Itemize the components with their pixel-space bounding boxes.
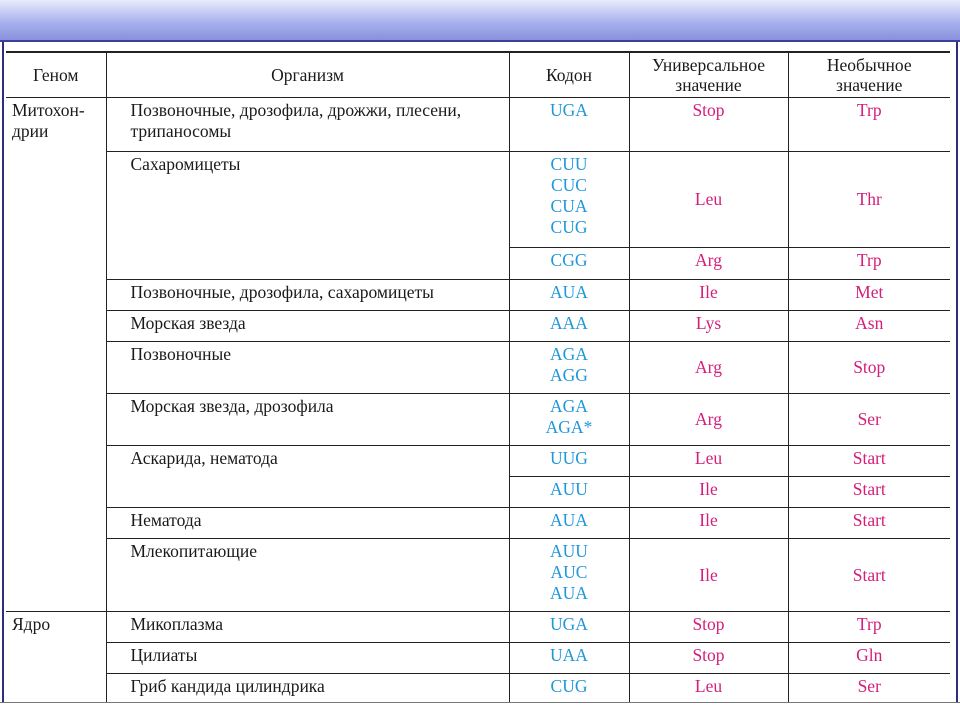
genome-cell-nucleus: Ядро <box>6 612 106 705</box>
codon-cell <box>509 152 629 248</box>
codon: AAA <box>550 313 588 333</box>
codon: AGA* <box>545 417 593 437</box>
unusual-cell: Ser <box>788 674 950 705</box>
organism-cell: Позвоночные, дрозофила, сахаромицеты <box>106 280 509 311</box>
codon-cell <box>509 98 629 152</box>
table-row <box>6 152 950 248</box>
codon: AUC <box>550 562 588 582</box>
table-row <box>6 446 950 477</box>
codon-cell <box>509 539 629 612</box>
codon: AGG <box>550 365 588 385</box>
universal-cell: Leu <box>629 152 788 248</box>
codon-cell <box>509 643 629 674</box>
bottom-divider <box>0 702 960 708</box>
universal-cell: Leu <box>629 446 788 477</box>
codon-cell <box>509 394 629 446</box>
genome-cell-mitochondria: Митохон-дрии <box>6 98 106 612</box>
table-row <box>6 98 950 152</box>
codon: UGA <box>550 100 588 120</box>
organism-cell: Морская звезда, дрозофила <box>106 394 509 446</box>
unusual-cell: Gln <box>788 643 950 674</box>
unusual-cell: Start <box>788 446 950 477</box>
table-row <box>6 643 950 674</box>
codon: CUA <box>550 196 588 216</box>
unusual-cell: Met <box>788 280 950 311</box>
organism-cell: Нематода <box>106 508 509 539</box>
codon: CUG <box>550 217 588 237</box>
codon: CUC <box>551 175 587 195</box>
codon: AUA <box>550 583 588 603</box>
header-genome: Геном <box>6 52 106 98</box>
codon-cell <box>509 508 629 539</box>
codon: AUU <box>550 479 588 499</box>
codon: CGG <box>550 250 588 270</box>
table-row <box>6 394 950 446</box>
universal-cell: Ile <box>629 539 788 612</box>
unusual-cell: Start <box>788 539 950 612</box>
organism-cell: Позвоночные <box>106 342 509 394</box>
table-row <box>6 342 950 394</box>
organism-cell: Морская звезда <box>106 311 509 342</box>
codon: CUU <box>550 154 588 174</box>
header-organism: Организм <box>106 52 509 98</box>
universal-cell: Ile <box>629 477 788 508</box>
codon-cell <box>509 477 629 508</box>
organism-cell: Цилиаты <box>106 643 509 674</box>
universal-cell: Stop <box>629 98 788 152</box>
codon: UGA <box>550 614 588 634</box>
universal-cell: Ile <box>629 508 788 539</box>
codon: UUG <box>550 448 588 468</box>
codon-cell <box>509 446 629 477</box>
codon-table <box>6 51 950 706</box>
unusual-cell: Stop <box>788 342 950 394</box>
unusual-cell: Trp <box>788 248 950 280</box>
codon-cell <box>509 280 629 311</box>
organism-cell: Аскарида, нематода <box>106 446 509 508</box>
header-universal: Универсальное значение <box>629 52 788 98</box>
title-banner <box>0 0 960 42</box>
organism-cell: Позвоночные, дрозофила, дрожжи, плесени, трипаносомы <box>106 98 509 152</box>
organism-cell: Сахаромицеты <box>106 152 509 280</box>
universal-cell: Stop <box>629 643 788 674</box>
codon-cell <box>509 311 629 342</box>
universal-cell: Arg <box>629 342 788 394</box>
codon-cell <box>509 674 629 705</box>
unusual-cell: Start <box>788 508 950 539</box>
universal-cell: Leu <box>629 674 788 705</box>
organism-cell: Млекопитающие <box>106 539 509 612</box>
codon: CUG <box>550 676 588 696</box>
organism-cell: Микоплазма <box>106 612 509 643</box>
unusual-cell: Asn <box>788 311 950 342</box>
codon: AUA <box>550 282 588 302</box>
table-row <box>6 674 950 705</box>
table-row <box>6 539 950 612</box>
unusual-cell: Start <box>788 477 950 508</box>
header-codon: Кодон <box>509 52 629 98</box>
codon: AGA <box>550 396 588 416</box>
unusual-cell: Trp <box>788 612 950 643</box>
unusual-cell: Ser <box>788 394 950 446</box>
universal-cell: Arg <box>629 248 788 280</box>
table-row <box>6 612 950 643</box>
codon: AUU <box>550 541 588 561</box>
codon-cell <box>509 248 629 280</box>
unusual-cell: Thr <box>788 152 950 248</box>
table-row <box>6 508 950 539</box>
codon: AGA <box>550 344 588 364</box>
codon: AUA <box>550 510 588 530</box>
codon: UAA <box>550 645 588 665</box>
universal-cell: Stop <box>629 612 788 643</box>
universal-cell: Arg <box>629 394 788 446</box>
universal-cell: Lys <box>629 311 788 342</box>
codon-cell <box>509 612 629 643</box>
codon-cell <box>509 342 629 394</box>
table-row <box>6 311 950 342</box>
unusual-cell: Trp <box>788 98 950 152</box>
header-row <box>6 52 950 98</box>
header-unusual: Необычное значение <box>788 52 950 98</box>
table-row <box>6 280 950 311</box>
universal-cell: Ile <box>629 280 788 311</box>
organism-cell: Гриб кандида цилиндрика <box>106 674 509 705</box>
